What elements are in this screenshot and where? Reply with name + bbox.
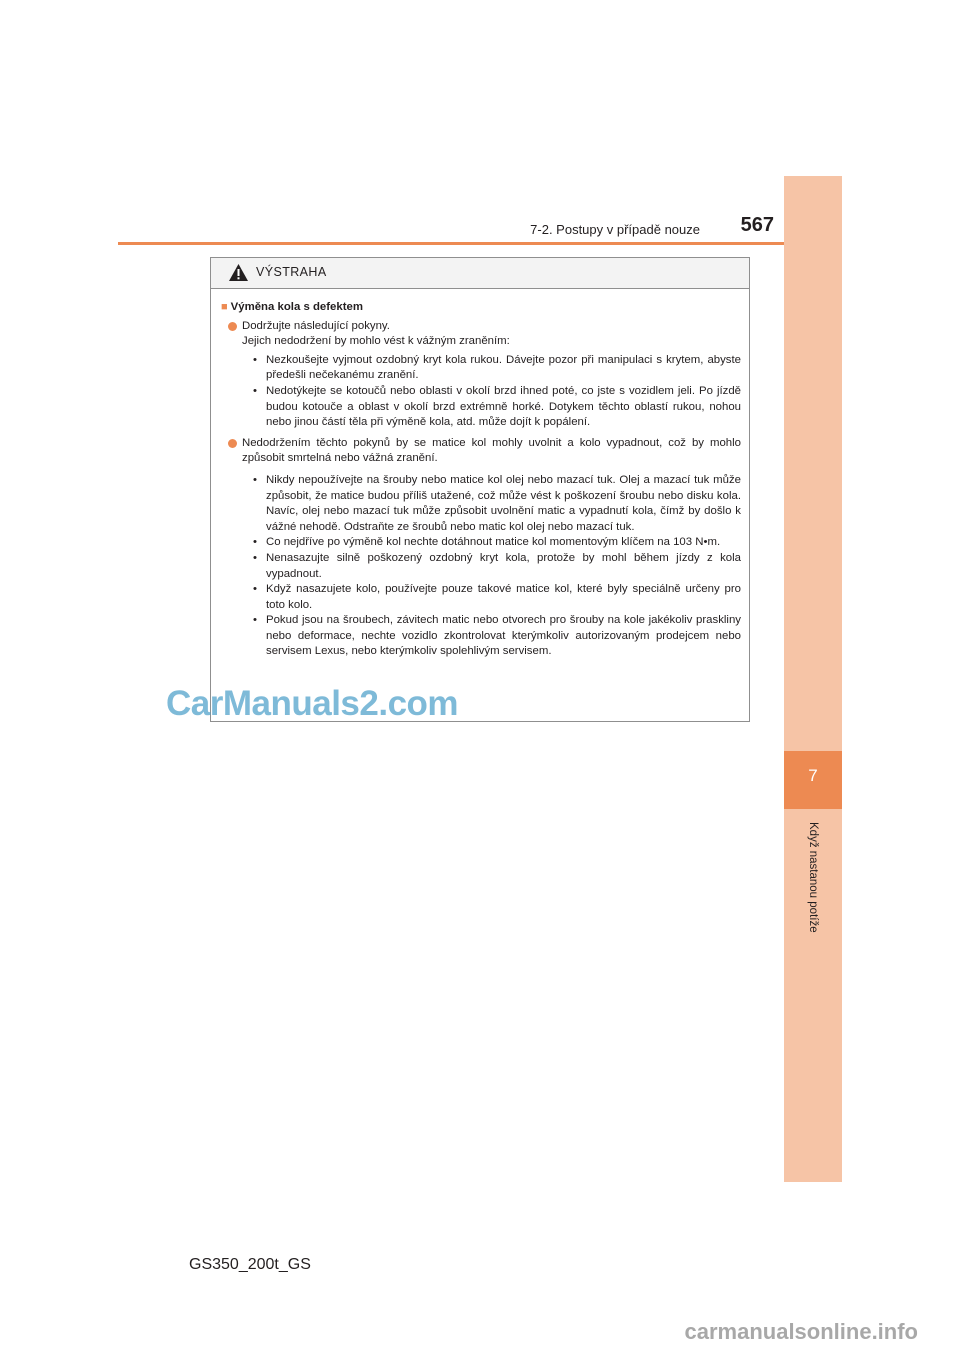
sub-item: • Pokud jsou na šroubech, závitech matic nebo otvorech pro šrouby na kole jakékoliv praskliny nebo deformace, nechte vozidlo zkontrolovat kterýmkoliv autorizovaným prodejcem nebo servisem Lexus, nebo kterýmkoliv spolehlivým servisem.	[253, 614, 741, 658]
warning-body	[211, 289, 749, 660]
warning-triangle-icon	[228, 263, 249, 282]
chapter-number: 7	[808, 766, 818, 785]
sub-item: • Nikdy nepoužívejte na šrouby nebo matice kol olej nebo mazací tuk. Olej a mazací tuk může způsobit, že matice budou příliš utažené, což může vést k poškození šroubu nebo disku kola. Navíc, olej nebo mazací tuk může způsobit uvolnění matic a vypadnutí kola, čímž by došlo k vážné nehodě. Odstraňte ze šroubů nebo matic kol olej nebo mazací tuk.	[253, 473, 741, 533]
header-rule	[118, 242, 784, 245]
watermark-carmanualsonline[interactable]: carmanualsonline.info	[684, 1319, 918, 1344]
sub-item: • Když nasazujete kolo, používejte pouze takové matice kol, které byly speciálně určeny pro toto kolo.	[253, 583, 741, 611]
sub-item-text: Co nejdříve po výměně kol nechte dotáhnout matice kol momentovým klíčem na 103 N•m.	[266, 536, 721, 549]
sub-item: • Nedotýkejte se kotoučů nebo oblasti v okolí brzd ihned poté, co jste s vozidlem jeli. Po jízdě budou kotouče a oblast v okolí brzd extrémně horké. Dotykem těchto oblastí rukou, nohou nebo jinou částí těla při výměně kola, atd. může dojít k popálení.	[253, 384, 741, 429]
sub-item: • Nezkoušejte vyjmout ozdobný kryt kola rukou. Dávejte pozor při manipulaci s krytem, abyste předešli nečekanému zranění.	[253, 353, 741, 382]
sub-item-text: Když nasazujete kolo, používejte pouze takové matice kol, které byly speciálně určeny pro toto kolo.	[266, 583, 741, 611]
sub-item: • Nenasazujte silně poškozený ozdobný kryt kola, protože by mohl během jízdy z kola vypadnout.	[253, 551, 741, 580]
sub-item: • Co nejdříve po výměně kol nechte dotáhnout matice kol momentovým klíčem na 103 N•m.	[253, 536, 721, 549]
bullet-item	[221, 319, 741, 350]
sub-item-text: Pokud jsou na šroubech, závitech matic nebo otvorech pro šrouby na kole jakékoliv praskliny nebo deformace, nechte vozidlo zkontrolovat kterýmkoliv autorizovaným prodejcem nebo servisem Lexus, nebo kterýmkoliv spolehlivým servisem.	[266, 614, 741, 658]
sub-item-text: Nedotýkejte se kotoučů nebo oblasti v okolí brzd ihned poté, co jste s vozidlem jeli. Po jízdě budou kotouče a oblast v okolí brzd extrémně horké. Dotykem těchto oblastí rukou, nohou nebo jinou částí těla při výměně kola, atd. může dojít k popálení.	[266, 384, 741, 429]
watermark-carmanuals2[interactable]: CarManuals2.com	[166, 684, 459, 723]
warning-header	[211, 258, 749, 289]
page-number: 567	[740, 214, 774, 236]
bullet-text: Dodržujte následující pokyny.	[242, 319, 390, 332]
warning-box	[210, 257, 750, 722]
bullet-text: Jejich nedodržení by mohlo vést k vážným zraněním:	[242, 335, 510, 348]
sub-item-text: Nenasazujte silně poškozený ozdobný kryt kola, protože by mohl během jízdy z kola vypadnout.	[266, 551, 741, 580]
section-heading	[221, 300, 741, 316]
chapter-side-tab	[784, 176, 842, 1182]
header-section-title: 7-2. Postupy v případě nouze	[530, 222, 700, 237]
sub-item-text: Nikdy nepoužívejte na šrouby nebo matice kol olej nebo mazací tuk. Olej a mazací tuk může způsobit, že matice budou příliš utažené, což může vést k poškození šroubu nebo disku kola. Navíc, olej nebo mazací tuk může způsobit uvolnění matic a vypadnutí kola, čímž by došlo k vážné nehodě. Odstraňte ze šroubů nebo matic kol olej nebo mazací tuk.	[266, 473, 741, 533]
chapter-title: Když nastanou potíže	[807, 822, 819, 933]
warning-title: VÝSTRAHA	[256, 265, 327, 279]
bullet-text: Nedodržením těchto pokynů by se matice kol mohly uvolnit a kolo vypadnout, což by mohlo způsobit smrtelná nebo vážná zranění.	[242, 436, 741, 465]
round-bullet-icon	[228, 439, 237, 448]
square-bullet-icon: ■	[221, 301, 228, 313]
round-bullet-icon	[228, 322, 237, 331]
section-heading-text: Výměna kola s defektem	[230, 301, 363, 313]
bullet-item	[221, 436, 741, 467]
footer-model-code: GS350_200t_GS	[189, 1256, 311, 1273]
chapter-number-box	[784, 751, 842, 809]
sub-item-text: Nezkoušejte vyjmout ozdobný kryt kola rukou. Dávejte pozor při manipulaci s krytem, abyste předešli nečekanému zranění.	[266, 353, 741, 382]
